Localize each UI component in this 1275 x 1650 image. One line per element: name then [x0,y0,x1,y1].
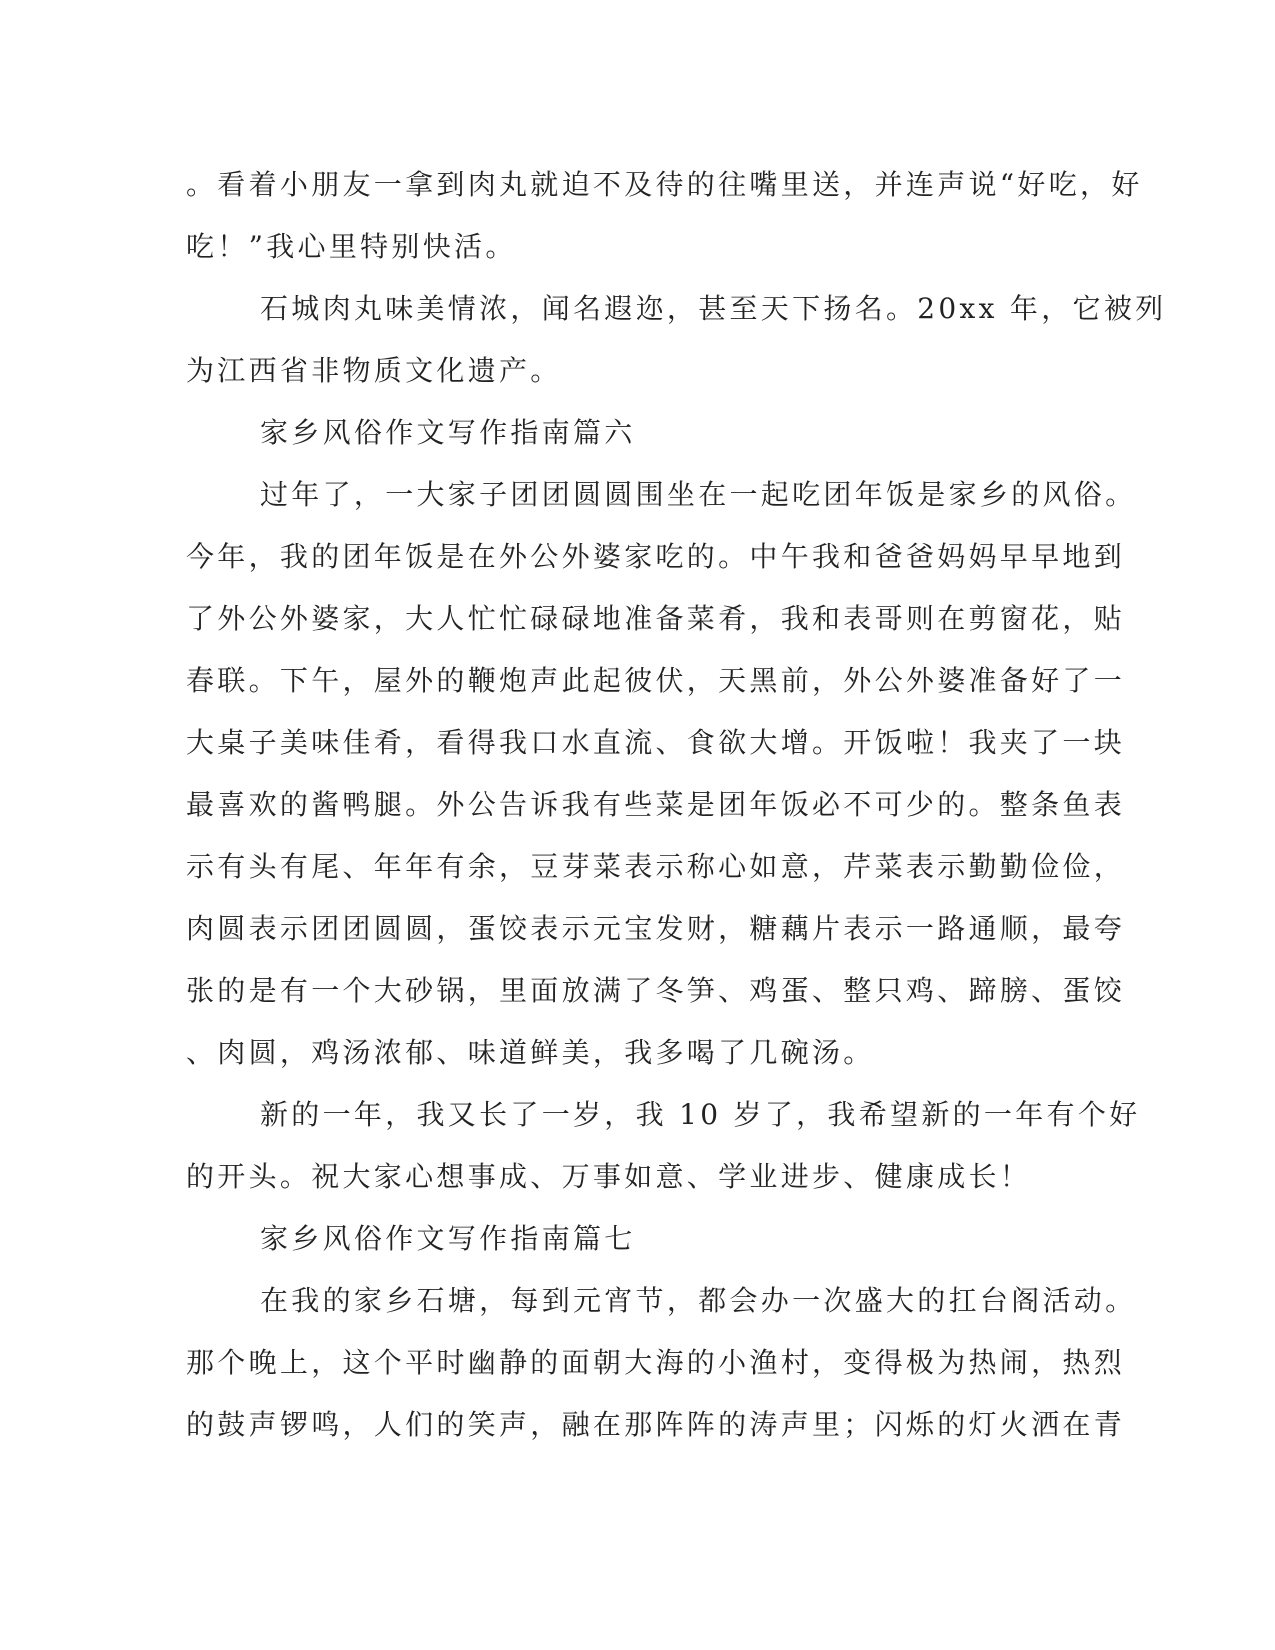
text-line: 过年了，一大家子团团圆圆围坐在一起吃团年饭是家乡的风俗。 [260,478,1137,511]
text-line: 。看着小朋友一拿到肉丸就迫不及待的往嘴里送，并连声说“好吃，好 [186,168,1143,201]
text-line: 张的是有一个大砂锅，里面放满了冬笋、鸡蛋、整只鸡、蹄膀、蛋饺 [186,974,1126,1007]
text-line: 吃！”我心里特别快活。 [186,230,517,263]
section-heading: 家乡风俗作文写作指南篇六 [260,416,636,449]
text-line: 为江西省非物质文化遗产。 [186,354,562,387]
text-line: 的开头。祝大家心想事成、万事如意、学业进步、健康成长！ [186,1160,1032,1193]
section-heading: 家乡风俗作文写作指南篇七 [260,1222,636,1255]
text-line: 新的一年，我又长了一岁，我 10 岁了，我希望新的一年有个好 [260,1098,1141,1131]
text-line: 春联。下午，屋外的鞭炮声此起彼伏，天黑前，外公外婆准备好了一 [186,664,1126,697]
text-line: 今年，我的团年饭是在外公外婆家吃的。中午我和爸爸妈妈早早地到 [186,540,1126,573]
text-line: 石城肉丸味美情浓，闻名遐迩，甚至天下扬名。20xx 年，它被列 [260,292,1167,325]
text-line: 示有头有尾、年年有余，豆芽菜表示称心如意，芹菜表示勤勤俭俭， [186,850,1126,883]
text-line: 、肉圆，鸡汤浓郁、味道鲜美，我多喝了几碗汤。 [186,1036,875,1069]
text-line: 在我的家乡石塘，每到元宵节，都会办一次盛大的扛台阁活动。 [260,1284,1137,1317]
text-line: 最喜欢的酱鸭腿。外公告诉我有些菜是团年饭必不可少的。整条鱼表 [186,788,1126,821]
text-line: 的鼓声锣鸣，人们的笑声，融在那阵阵的涛声里；闪烁的灯火洒在青 [186,1408,1126,1441]
text-line: 肉圆表示团团圆圆，蛋饺表示元宝发财，糖藕片表示一路通顺，最夸 [186,912,1126,945]
text-line: 了外公外婆家，大人忙忙碌碌地准备菜肴，我和表哥则在剪窗花，贴 [186,602,1126,635]
text-line: 那个晚上，这个平时幽静的面朝大海的小渔村，变得极为热闹，热烈 [186,1346,1126,1379]
text-line: 大桌子美味佳肴，看得我口水直流、食欲大增。开饭啦！我夹了一块 [186,726,1126,759]
document-body [186,154,1167,1456]
